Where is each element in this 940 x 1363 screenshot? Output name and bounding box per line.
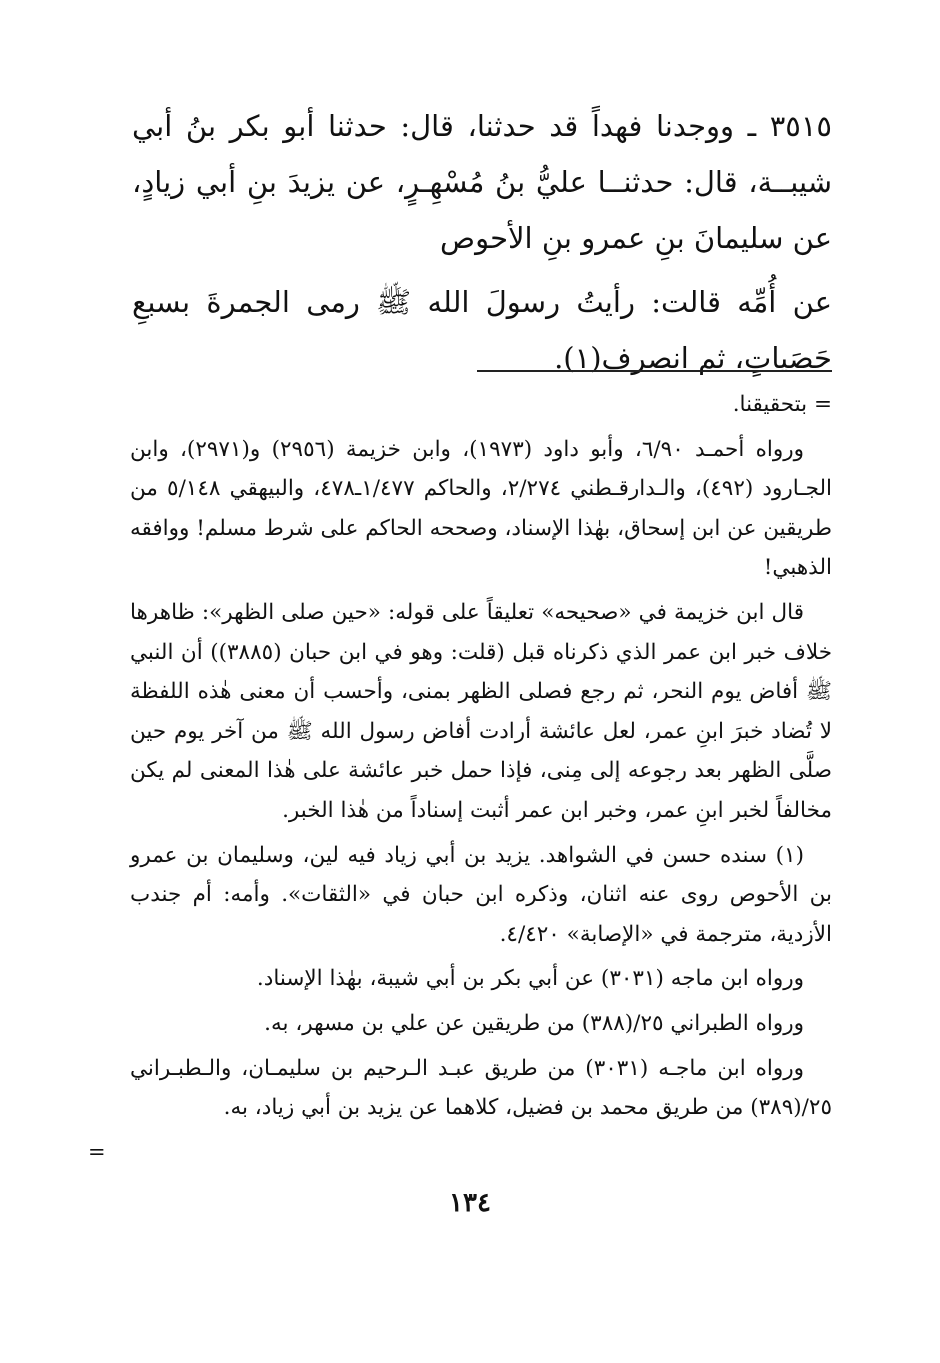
footnote-divider <box>477 370 832 372</box>
footnote-paragraph: ورواه الطبراني ٢٥/(٣٨٨) من طريقين عن علي بن مسهر، به. <box>264 1010 804 1036</box>
footnote-paragraph: ورواه ابن ماجـه (٣٠٣١) من طريق عبـد الـرحيم بن سليمـان، والـطبـراني ٢٥/(٣٨٩) من طريق محمد بن فضيل، كلاهما عن يزيد بن أبي زياد، به. <box>130 1055 832 1121</box>
continued-mark: = <box>88 1140 106 1164</box>
page-number: ١٣٤ <box>449 1188 491 1218</box>
hadith-text <box>132 98 832 386</box>
footnote-continuation: = بتحقيقنا. <box>732 392 832 417</box>
footnote-paragraph: ورواه أحمـد ٦/٩٠، وأبو داود (١٩٧٣)، وابن خزيمة (٢٩٥٦) و(٢٩٧١)، وابن الجـارود (٤٩٢)، والـدارقـطني ٢/٢٧٤، والحاكم ١/٤٧٧ـ٤٧٨، والبيهقي ٥/١٤٨ من طريقين عن ابن إسحاق، بهٰذا الإسناد، وصححه الحاكم على شرط مسلم! ووافقه الذهبي! <box>130 436 832 581</box>
hadith-isnad: ٣٥١٥ ـ ووجدنا فهداً قد حدثنا، قال: حدثنا أبو بكر بنُ أبي شيبــة، قال: حدثنــا عليُّ بنُ مُسْهِـرٍ، عن يزيدَ بنِ أبي زيادٍ، عن سليمانَ بنِ عمرو بنِ الأحوص <box>132 109 832 255</box>
hadith-matn: عن أُمِّه قالت: رأيتُ رسولَ الله ﷺ رمى الجمرةَ بسبعِ حَصَياتٍ، ثم انصرف(١). <box>132 285 832 375</box>
footnote-1: (١) سنده حسن في الشواهد. يزيد بن أبي زياد فيه لين، وسليمان بن عمرو بن الأحوص روى عنه اثنان، وذكره ابن حبان في «الثقات». وأمه: أم جندب الأزدية، مترجمة في «الإصابة» ٤/٤٢٠. <box>130 842 832 947</box>
footnotes <box>130 385 832 1133</box>
footnote-paragraph: قال ابن خزيمة في «صحيحه» تعليقاً على قوله: «حين صلى الظهر»: ظاهرها خلاف خبر ابن عمر الذي ذكرناه قبل (قلت: وهو في ابن حبان (٣٨٨٥)) أن النبي ﷺ أفاض يوم النحر، ثم رجع فصلى الظهر بمنى، وأحسب أن معنى هٰذه اللفظة لا تُضاد خبرَ ابنِ عمر، لعل عائشة أرادت أفاض رسول الله ﷺ من آخر يوم حين صلَّى الظهر بعد رجوعه إلى مِنى، فإذا حمل خبر عائشة على هٰذا المعنى لم يكن مخالفاً لخبر ابنِ عمر، وخبر ابن عمر أثبت إسناداً من هٰذا الخبر. <box>130 599 832 823</box>
footnote-paragraph: ورواه ابن ماجه (٣٠٣١) عن أبي بكر بن أبي شيبة، بهٰذا الإسناد. <box>256 966 804 992</box>
